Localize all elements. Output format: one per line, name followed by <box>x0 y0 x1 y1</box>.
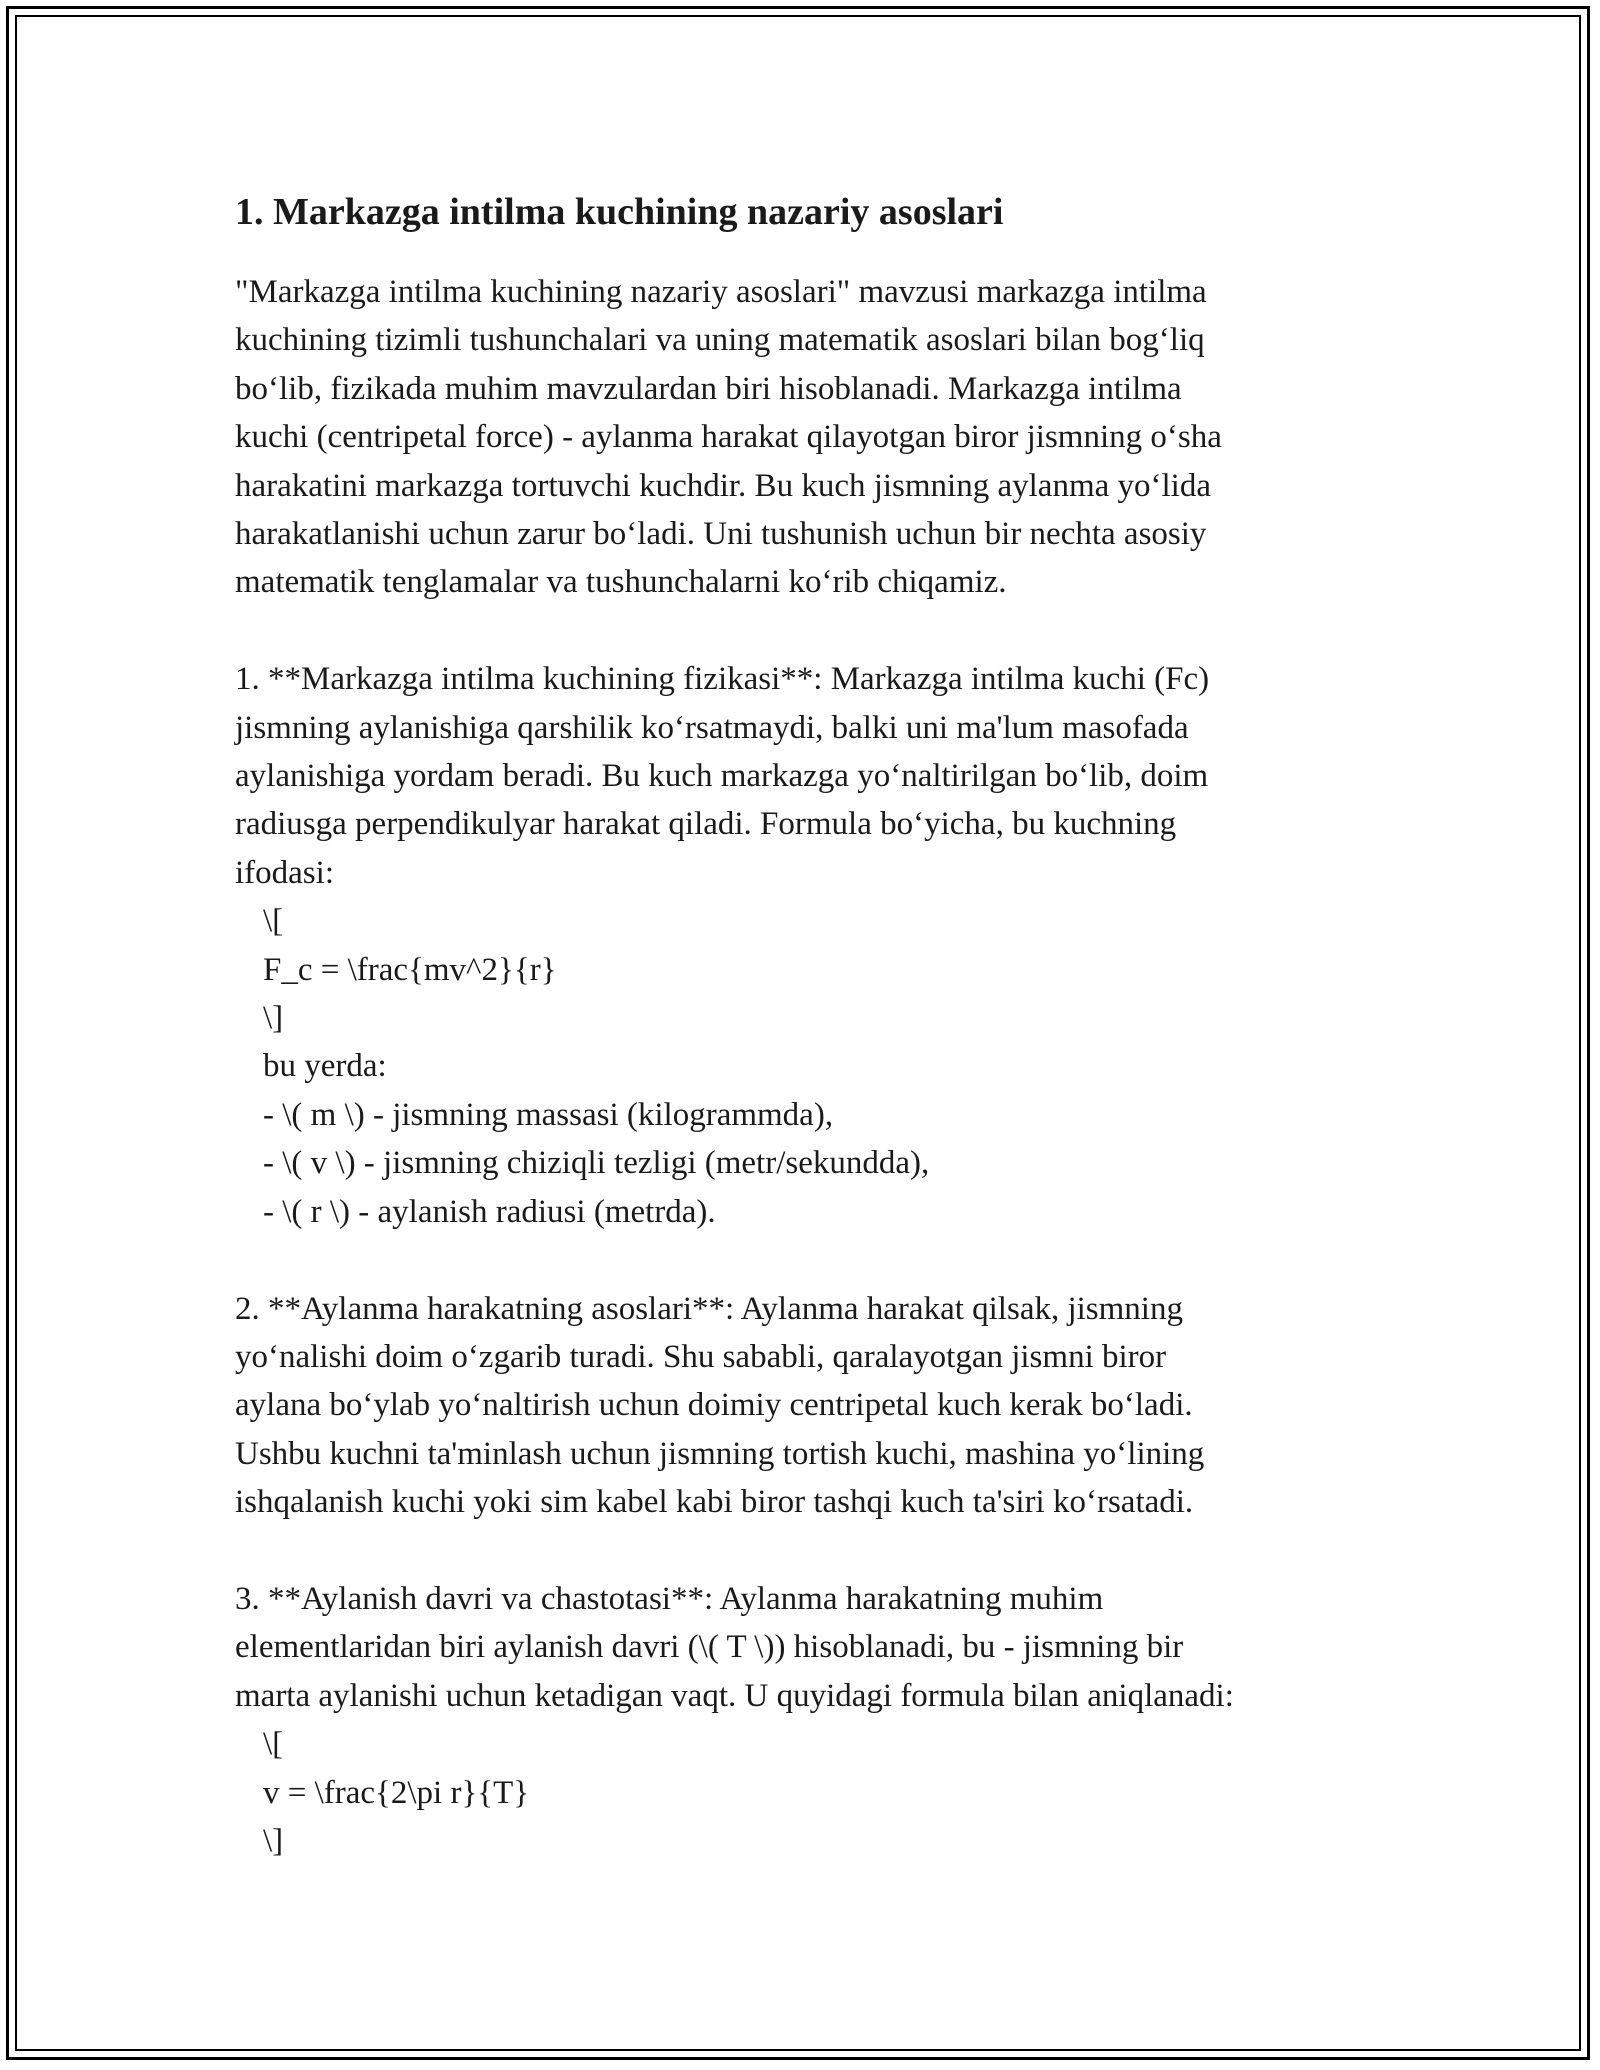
paragraph-gap <box>235 1527 1375 1575</box>
document-body <box>235 188 1375 1865</box>
formula-velocity-period: v = \frac{2\pi r}{T} <box>263 1774 530 1811</box>
variable-radius: - \( r \) - aylanish radiusi (metrda). <box>263 1193 716 1230</box>
section-3-paragraph: 3. **Aylanish davri va chastotasi**: Aylanma harakatning muhim elementlaridan biri aylanish davri (\( T \)) hisoblanadi, bu - jismning bir marta aylanishi uchun ketadigan vaqt. U quyidagi formula bilan aniqlanadi: <box>235 1580 1234 1714</box>
formula-open-bracket: \[ <box>263 903 284 940</box>
formula-close-bracket: \] <box>263 1000 284 1037</box>
section-1-paragraph: 1. **Markazga intilma kuchining fizikasi**: Markazga intilma kuchi (Fc) jismning aylanishiga qarshilik ko‘rsatmaydi, balki uni ma'lum masofada aylanishiga yordam beradi. Bu kuch markazga yo‘naltirilgan bo‘lib, doim radiusga perpendikulyar harakat qiladi. Formula bo‘yicha, bu kuchning ifodasi: <box>235 661 1210 891</box>
section-3-formula-block <box>235 1720 1375 1865</box>
variable-velocity: - \( v \) - jismning chiziqli tezligi (metr/sekundda), <box>263 1145 930 1182</box>
section-heading: 1. Markazga intilma kuchining nazariy asoslari <box>235 191 1004 233</box>
section-1-formula-block <box>235 897 1375 1236</box>
paragraph-gap <box>235 607 1375 655</box>
formula-open-bracket: \[ <box>263 1726 284 1763</box>
variable-mass: - \( m \) - jismning massasi (kilogrammda), <box>263 1096 834 1133</box>
where-label: bu yerda: <box>263 1048 387 1085</box>
paragraph-gap <box>235 1236 1375 1284</box>
section-2-paragraph: 2. **Aylanma harakatning asoslari**: Aylanma harakat qilsak, jismning yo‘nalishi doim o‘zgarib turadi. Shu sababli, qaralayotgan jismni biror aylana bo‘ylab yo‘naltirish uchun doimiy centripetal kuch kerak bo‘ladi. Ushbu kuchni ta'minlash uchun jismning tortish kuchi, mashina yo‘lining ishqalanish kuchi yoki sim kabel kabi biror tashqi kuch ta'siri ko‘rsatadi. <box>235 1290 1205 1521</box>
formula-close-bracket: \] <box>263 1822 284 1859</box>
intro-paragraph: "Markazga intilma kuchining nazariy asoslari" mavzusi markazga intilma kuchining tizimli tushunchalari va uning matematik asoslari bilan bog‘liq bo‘lib, fizikada muhim mavzulardan biri hisoblanadi. Markazga intilma kuchi (centripetal force) - aylanma harakat qilayotgan biror jismning o‘sha harakatini markazga tortuvchi kuchdir. Bu kuch jismning aylanma yo‘lida harakatlanishi uchun zarur bo‘ladi. Uni tushunish uchun bir nechta asosiy matematik tenglamalar va tushunchalarni ko‘rib chiqamiz. <box>235 274 1222 601</box>
formula-centripetal-force: F_c = \frac{mv^2}{r} <box>263 951 557 988</box>
